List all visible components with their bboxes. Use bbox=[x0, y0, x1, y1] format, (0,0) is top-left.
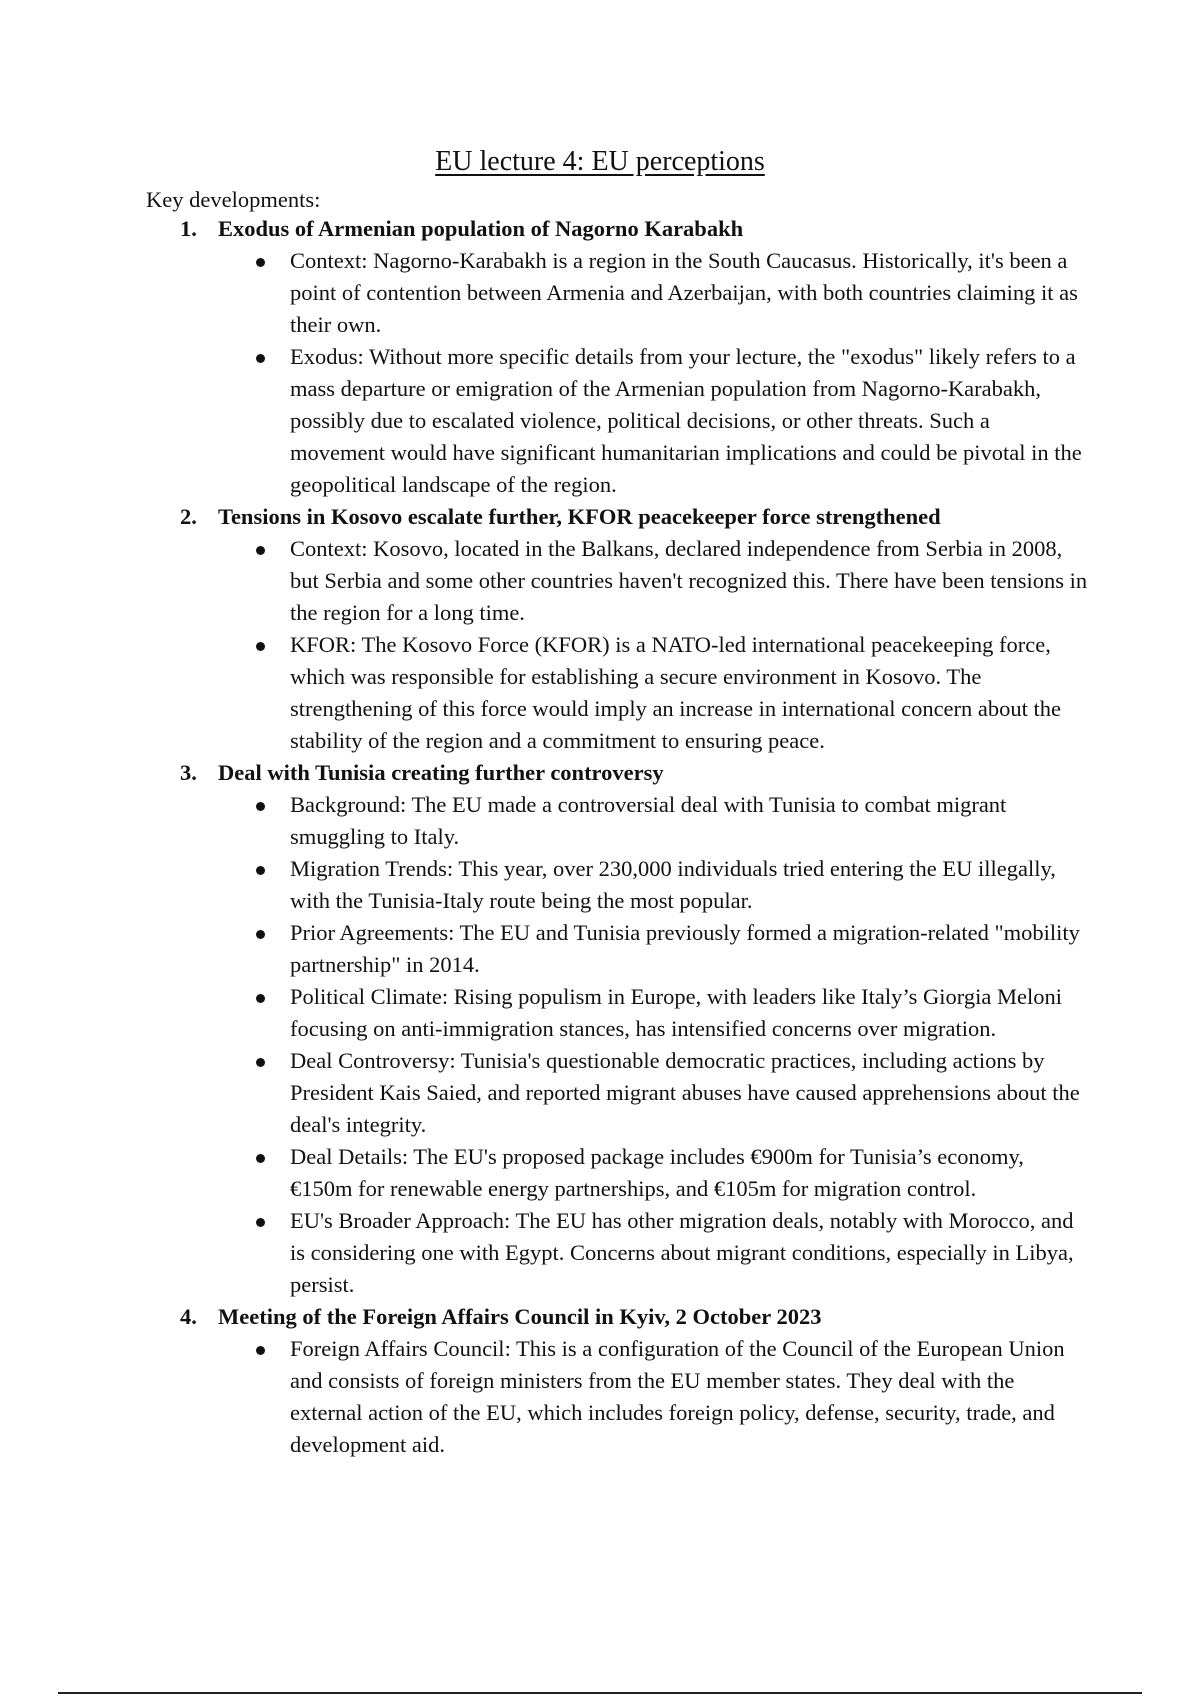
bullet-text: Background: The EU made a controversial deal with Tunisia to combat migrant smuggling to Italy. bbox=[290, 792, 1007, 849]
bullet-text: Context: Kosovo, located in the Balkans, declared independence from Serbia in 2008, but Serbia and some other countries haven't recognized this. There have been tensions in the region for a long time. bbox=[290, 536, 1088, 625]
bullet-icon bbox=[256, 930, 265, 939]
bullet-icon bbox=[256, 994, 265, 1003]
section-number: 4. bbox=[180, 1304, 197, 1329]
section bbox=[180, 757, 1080, 1301]
intro-text: Key developments: bbox=[146, 187, 321, 212]
bullet-text: Migration Trends: This year, over 230,000 individuals tried entering the EU illegally, with the Tunisia-Italy route being the most popular. bbox=[290, 856, 1056, 913]
bullet-point bbox=[290, 1045, 1090, 1141]
bullet-point bbox=[290, 1141, 1090, 1205]
bullet-text: Context: Nagorno-Karabakh is a region in the South Caucasus. Historically, it's been a point of contention between Armenia and Azerbaijan, with both countries claiming it as their own. bbox=[290, 248, 1078, 337]
bullet-text: Deal Details: The EU's proposed package includes €900m for Tunisia’s economy, €150m for renewable energy partnerships, and €105m for migration control. bbox=[290, 1144, 1024, 1201]
bullet-icon bbox=[256, 546, 265, 555]
bullet-icon bbox=[256, 866, 265, 875]
bullet-icon bbox=[256, 1058, 265, 1067]
bullet-text: Exodus: Without more specific details from your lecture, the "exodus" likely refers to a mass departure or emigration of the Armenian population from Nagorno-Karabakh, possibly due to escalated violence, political decisions, or other threats. Such a movement would have significant humanitarian implications and could be pivotal in the geopolitical landscape of the region. bbox=[290, 344, 1082, 497]
section-points bbox=[180, 533, 1088, 757]
bullet-point bbox=[290, 789, 1090, 853]
key-developments-list bbox=[180, 213, 1088, 1461]
bullet-icon bbox=[256, 1154, 265, 1163]
section bbox=[180, 213, 1080, 501]
bullet-point bbox=[290, 1333, 1090, 1461]
bullet-icon bbox=[256, 1218, 265, 1227]
section-heading bbox=[180, 213, 1080, 245]
bullet-point bbox=[290, 1205, 1090, 1301]
section-points bbox=[180, 789, 1080, 1301]
bullet-point bbox=[290, 341, 1090, 501]
page-bottom-rule bbox=[58, 1692, 1142, 1694]
bullet-icon bbox=[256, 1346, 265, 1355]
section-heading bbox=[180, 501, 1080, 533]
section bbox=[180, 501, 1088, 757]
bullet-point bbox=[290, 917, 1090, 981]
bullet-text: KFOR: The Kosovo Force (KFOR) is a NATO-led international peacekeeping force, which was responsible for establishing a secure environment in Kosovo. The strengthening of this force would imply an increase in international concern about the stability of the region and a commitment to ensuring peace. bbox=[290, 632, 1062, 753]
bullet-icon bbox=[256, 354, 265, 363]
bullet-icon bbox=[256, 258, 265, 267]
section-heading-text: Deal with Tunisia creating further controversy bbox=[218, 760, 664, 785]
bullet-text: EU's Broader Approach: The EU has other migration deals, notably with Morocco, and is considering one with Egypt. Concerns about migrant conditions, especially in Libya, persist. bbox=[290, 1208, 1074, 1297]
section-number: 1. bbox=[180, 216, 197, 241]
document-title-text: EU lecture 4: EU perceptions bbox=[435, 146, 765, 177]
bullet-point bbox=[290, 853, 1090, 917]
bullet-text: Deal Controversy: Tunisia's questionable democratic practices, including actions by President Kais Saied, and reported migrant abuses have caused apprehensions about the deal's integrity. bbox=[290, 1048, 1080, 1137]
bullet-text: Political Climate: Rising populism in Europe, with leaders like Italy’s Giorgia Meloni focusing on anti-immigration stances, has intensified concerns over migration. bbox=[290, 984, 1062, 1041]
bullet-icon bbox=[256, 642, 265, 651]
bullet-icon bbox=[256, 802, 265, 811]
section-points bbox=[180, 1333, 1080, 1461]
bullet-point bbox=[290, 533, 1090, 629]
section-heading-text: Meeting of the Foreign Affairs Council in Kyiv, 2 October 2023 bbox=[218, 1304, 822, 1329]
bullet-point bbox=[290, 245, 1090, 341]
section-heading-text: Exodus of Armenian population of Nagorno Karabakh bbox=[218, 216, 744, 241]
section-heading bbox=[180, 757, 1080, 789]
section-heading bbox=[180, 1301, 1080, 1333]
bullet-text: Foreign Affairs Council: This is a configuration of the Council of the European Union and consists of foreign ministers from the EU member states. They deal with the external action of the EU, which includes foreign policy, defense, security, trade, and development aid. bbox=[290, 1336, 1065, 1457]
bullet-point bbox=[290, 981, 1090, 1045]
section-number: 2. bbox=[180, 504, 197, 529]
bullet-point bbox=[290, 629, 1090, 757]
section-heading-text: Tensions in Kosovo escalate further, KFOR peacekeeper force strengthened bbox=[218, 504, 941, 529]
section bbox=[180, 1301, 1080, 1461]
section-points bbox=[180, 245, 1080, 501]
bullet-text: Prior Agreements: The EU and Tunisia previously formed a migration-related "mobility partnership" in 2014. bbox=[290, 920, 1080, 977]
section-number: 3. bbox=[180, 760, 197, 785]
document-title bbox=[0, 144, 1200, 180]
